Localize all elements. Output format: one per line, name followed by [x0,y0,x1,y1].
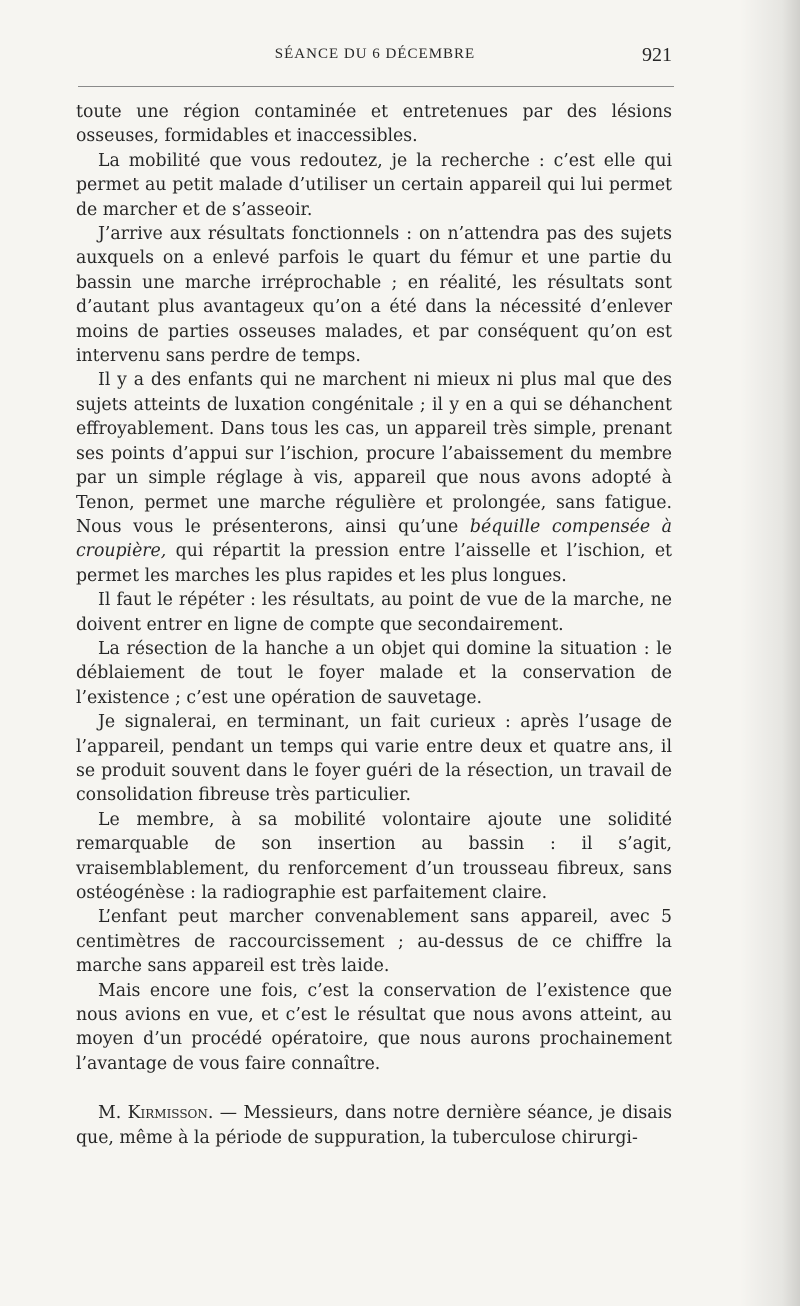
paragraph-9: L’enfant peut marcher convenablement sans appareil, avec 5 centimètres de raccourcissement ; au-dessus de ce chiffre la marche sans appareil est très laide. [76,907,672,977]
paragraph-8: Le membre, à sa mobilité volontaire ajoute une solidité remarquable de son insertion au bassin : il s’agit, vraisemblablement, du renforcement d’un trousseau fibreux, sans ostéogénèse : la radiographie est parfaitement claire. [76,809,672,903]
paragraph-2: La mobilité que vous redoutez, je la recherche : c’est elle qui permet au petit malade d’utiliser un certain appareil qui lui permet de marcher et de s’asseoir. [76,150,672,220]
paragraph-6: La résection de la hanche a un objet qui domine la situation : le déblaiement de tout le foyer malade et la conservation de l’existence ; c’est une opération de sauvetage. [76,638,672,708]
paragraph-3: J’arrive aux résultats fonctionnels : on n’attendra pas des sujets auxquels on a enlevé parfois le quart du fémur et une partie du bassin une marche irréprochable ; en réalité, les résultats sont d’autant plus avantageux qu’on a été dans la nécessité d’enlever moins de parties osseuses malades, et par conséquent qu’on est intervenu sans perdre de temps. [76,224,672,367]
page-number: 921 [642,44,672,66]
italic-term: béquille compensée à croupière, [76,516,672,562]
paragraph-10: Mais encore une fois, c’est la conservation de l’existence que nous avions en vue, et c’est le résultat que nous avons atteint, au moyen d’un procédé opératoire, que nous aurons prochainement l’avantage de vous faire connaître. [76,980,672,1074]
paragraph-11-text: — Messieurs, dans notre dernière séance, je disais que, même à la période de suppuration, la tuberculose chirurgi- [76,1103,672,1148]
page-header [78,44,672,74]
paragraph-4-start: Il y a des enfants qui ne marchent ni mieux ni plus mal que des sujets atteints de luxation congénitale ; il y en a qui se déhanchent effroyablement. Dans tous les cas, un appareil très simple, prenant ses points d’appui sur l’ischion, procure l’abaissement du membre par un simple réglage à vis, appareil que nous avons adopté à Tenon, permet une marche régulière et prolongée, sans fatigue. Nous vous le présenterons, ainsi qu’une [76,370,672,537]
paragraph-11 [76,1101,672,1150]
body-text [76,100,672,1150]
page-edge-shadow [740,0,800,1306]
paragraph-4-end: qui répartit la pression entre l’aisselle et l’ischion, et permet les marches les plus rapides et les plus longues. [76,541,672,586]
paragraph-4 [76,368,672,588]
paragraph-5: Il faut le répéter : les résultats, au point de vue de la marche, ne doivent entrer en ligne de compte que secondairement. [76,590,672,635]
header-rule [78,86,674,87]
running-head: SÉANCE DU 6 DÉCEMBRE [274,46,476,62]
speaker-name: M. Kirmisson. [98,1103,214,1124]
paragraph-1: toute une région contaminée et entretenues par des lésions osseuses, formidables et inaccessibles. [76,102,672,147]
paragraph-7: Je signalerai, en terminant, un fait curieux : après l’usage de l’appareil, pendant un temps qui varie entre deux et quatre ans, il se produit souvent dans le foyer guéri de la résection, un travail de consolidation fibreuse très particulier. [76,712,672,806]
